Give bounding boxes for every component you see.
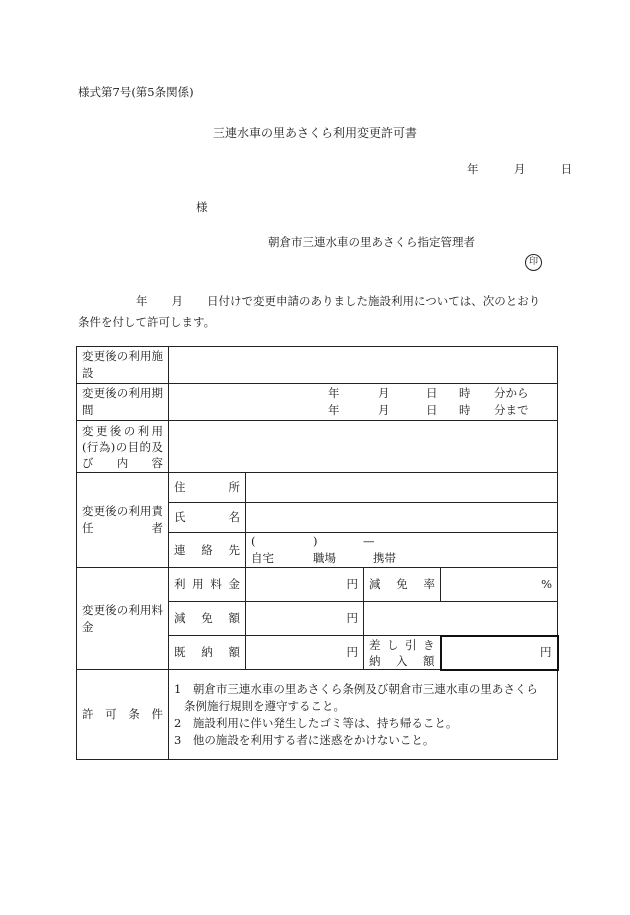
fee-label: 変更後の利用料金 [77, 568, 169, 670]
date-year: 年 [467, 162, 479, 176]
conditions-label: 許可条件 [77, 670, 169, 760]
statement-text-2: 条件を付して許可します。 [78, 315, 216, 329]
issue-date [467, 161, 572, 177]
address-label: 住所 [169, 473, 246, 503]
period-label: 変更後の利用期間 [77, 384, 169, 421]
purpose-value[interactable] [169, 421, 558, 473]
statement-month: 月 [171, 294, 183, 308]
reduction-amount-value[interactable]: 円 [246, 602, 364, 636]
permit-table [76, 346, 559, 760]
document-title: 三連水車の里あさくら利用変更許可書 [212, 126, 417, 140]
statement-year: 年 [136, 294, 148, 308]
reduction-rate-value[interactable]: % [441, 568, 558, 602]
name-value[interactable] [246, 503, 558, 533]
form-number: 様式第7号(第5条関係) [78, 85, 194, 99]
period-value[interactable]: 年 月 日 時 分から 年 月 日 時 分まで [169, 384, 558, 421]
condition-item: 3 他の施設を利用する者に迷惑をかけないこと。 [174, 732, 435, 747]
usage-fee-value[interactable]: 円 [246, 568, 364, 602]
reduction-rate-label: 減免率 [364, 568, 441, 602]
reduction-amount-label: 減免額 [169, 602, 246, 636]
facility-value[interactable] [169, 347, 558, 384]
date-day: 日 [560, 162, 573, 176]
date-month: 月 [513, 162, 526, 176]
facility-label: 変更後の利用施設 [77, 347, 169, 384]
contact-label: 連絡先 [169, 533, 246, 568]
condition-item: 条例施行規則を遵守すること。 [184, 698, 345, 713]
paid-amount-label: 既納額 [169, 636, 246, 670]
usage-fee-label: 利用料金 [169, 568, 246, 602]
reduction-amount-blank [364, 602, 558, 636]
balance-label: 差し引き 納入額 [364, 636, 441, 670]
address-value[interactable] [246, 473, 558, 503]
contact-value[interactable]: ( ) — 自宅 職場 携帯 [246, 533, 558, 568]
conditions-list [169, 670, 558, 760]
permission-statement [78, 291, 540, 333]
responsible-label: 変更後の利用責任者 [77, 473, 169, 568]
balance-value[interactable]: 円 [441, 636, 558, 670]
condition-item: 1 朝倉市三連水車の里あさくら条例及び朝倉市三連水車の里あさくら [174, 681, 538, 696]
statement-text-1: 日付けで変更申請のありました施設利用については、次のとおり [207, 294, 541, 308]
condition-item: 2 施設利用に伴い発生したゴミ等は、持ち帰ること。 [174, 715, 458, 730]
seal-mark: 印 [525, 254, 542, 271]
paid-amount-value[interactable]: 円 [246, 636, 364, 670]
issuer-name: 朝倉市三連水車の里あさくら指定管理者 [268, 235, 475, 249]
purpose-label: 変更後の利用(行為)の目的及び内容 [77, 421, 169, 473]
name-label: 氏名 [169, 503, 246, 533]
addressee-suffix: 様 [196, 200, 208, 214]
